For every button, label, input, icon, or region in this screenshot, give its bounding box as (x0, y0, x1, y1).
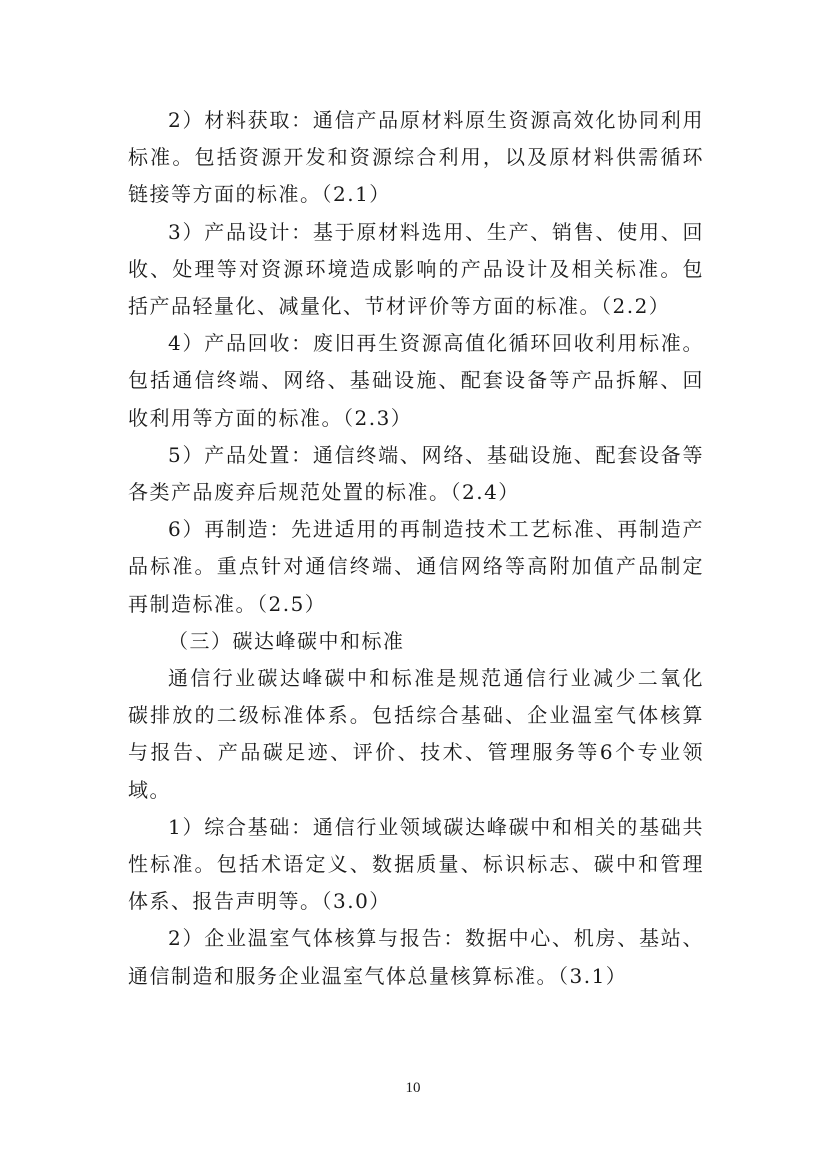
page-body (128, 102, 704, 995)
paragraph-remanufacturing: 6）再制造：先进适用的再制造技术工艺标准、再制造产品标准。重点针对通信终端、通信网络等高附加值产品制定再制造标准。（2.5） (128, 517, 704, 616)
paragraph-product-design: 3）产品设计：基于原材料选用、生产、销售、使用、回收、处理等对资源环境造成影响的产品设计及相关标准。包括产品轻量化、减量化、节材评价等方面的标准。（2.2） (128, 219, 704, 319)
paragraph-carbon-intro: 通信行业碳达峰碳中和标准是规范通信行业减少二氧化碳排放的二级标准体系。包括综合基础、企业温室气体核算与报告、产品碳足迹、评价、技术、管理服务等6个专业领域。 (128, 666, 704, 802)
paragraph-comprehensive-basics: 1）综合基础：通信行业领域碳达峰碳中和相关的基础共性标准。包括术语定义、数据质量、标识标志、碳中和管理体系、报告声明等。（3.0） (128, 814, 704, 914)
paragraph-product-recycling: 4）产品回收：废旧再生资源高值化循环回收利用标准。包括通信终端、网络、基础设施、配套设备等产品拆解、回收利用等方面的标准。（2.3） (128, 331, 704, 430)
section-heading-carbon-standards: （三）碳达峰碳中和标准 (168, 628, 405, 653)
paragraph-product-disposal: 5）产品处置：通信终端、网络、基础设施、配套设备等各类产品废弃后规范处置的标准。（2.4） (128, 442, 704, 505)
paragraph-ghg-accounting: 2）企业温室气体核算与报告：数据中心、机房、基站、通信制造和服务企业温室气体总量核算标准。（3.1） (128, 926, 704, 988)
page-number: 10 (405, 1080, 421, 1096)
paragraph-material-acquisition: 2）材料获取：通信产品原材料原生资源高效化协同利用标准。包括资源开发和资源综合利用，以及原材料供需循环链接等方面的标准。（2.1） (128, 108, 704, 207)
